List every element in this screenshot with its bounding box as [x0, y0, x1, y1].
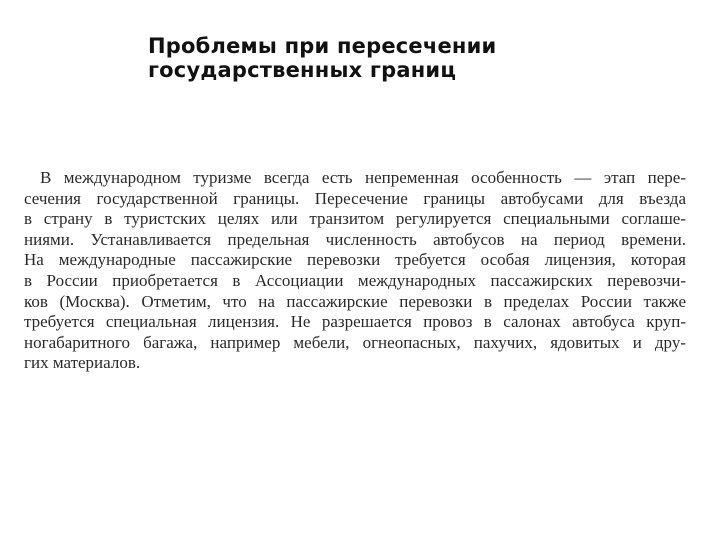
paragraph-line: гих материалов. — [24, 353, 141, 373]
slide-title — [148, 34, 568, 82]
slide-title-line: государственных границ — [148, 58, 457, 82]
paragraph-line: в России приобретается в Ассоциации международных пассажирских перевозчи- — [24, 270, 686, 290]
paragraph-line: ниями. Устанавливается предельная численность автобусов на период времени. — [24, 229, 686, 249]
paragraph-line: требуется специальная лицензия. Не разрешается провоз в салонах автобуса круп- — [24, 312, 686, 332]
paragraph-line: ногабаритного багажа, например мебели, огнеопасных, пахучих, ядовитых и дру- — [24, 332, 686, 352]
paragraph-line: В международном туризме всегда есть непременная особенность — этап пере- — [40, 168, 686, 187]
paragraph-line: сечения государственной границы. Пересечение границы автобусами для въезда — [24, 188, 686, 208]
paragraph-line: в страну в туристских целях или транзитом регулируется специальными соглаше- — [24, 209, 686, 229]
paragraph-line: На международные пассажирские перевозки требуется особая лицензия, которая — [24, 250, 686, 270]
paragraph-line: ков (Москва). Отметим, что на пассажирские перевозки в пределах России также — [24, 291, 686, 311]
body-paragraph — [24, 168, 686, 374]
slide-title-line: Проблемы при пересечении — [148, 34, 497, 58]
